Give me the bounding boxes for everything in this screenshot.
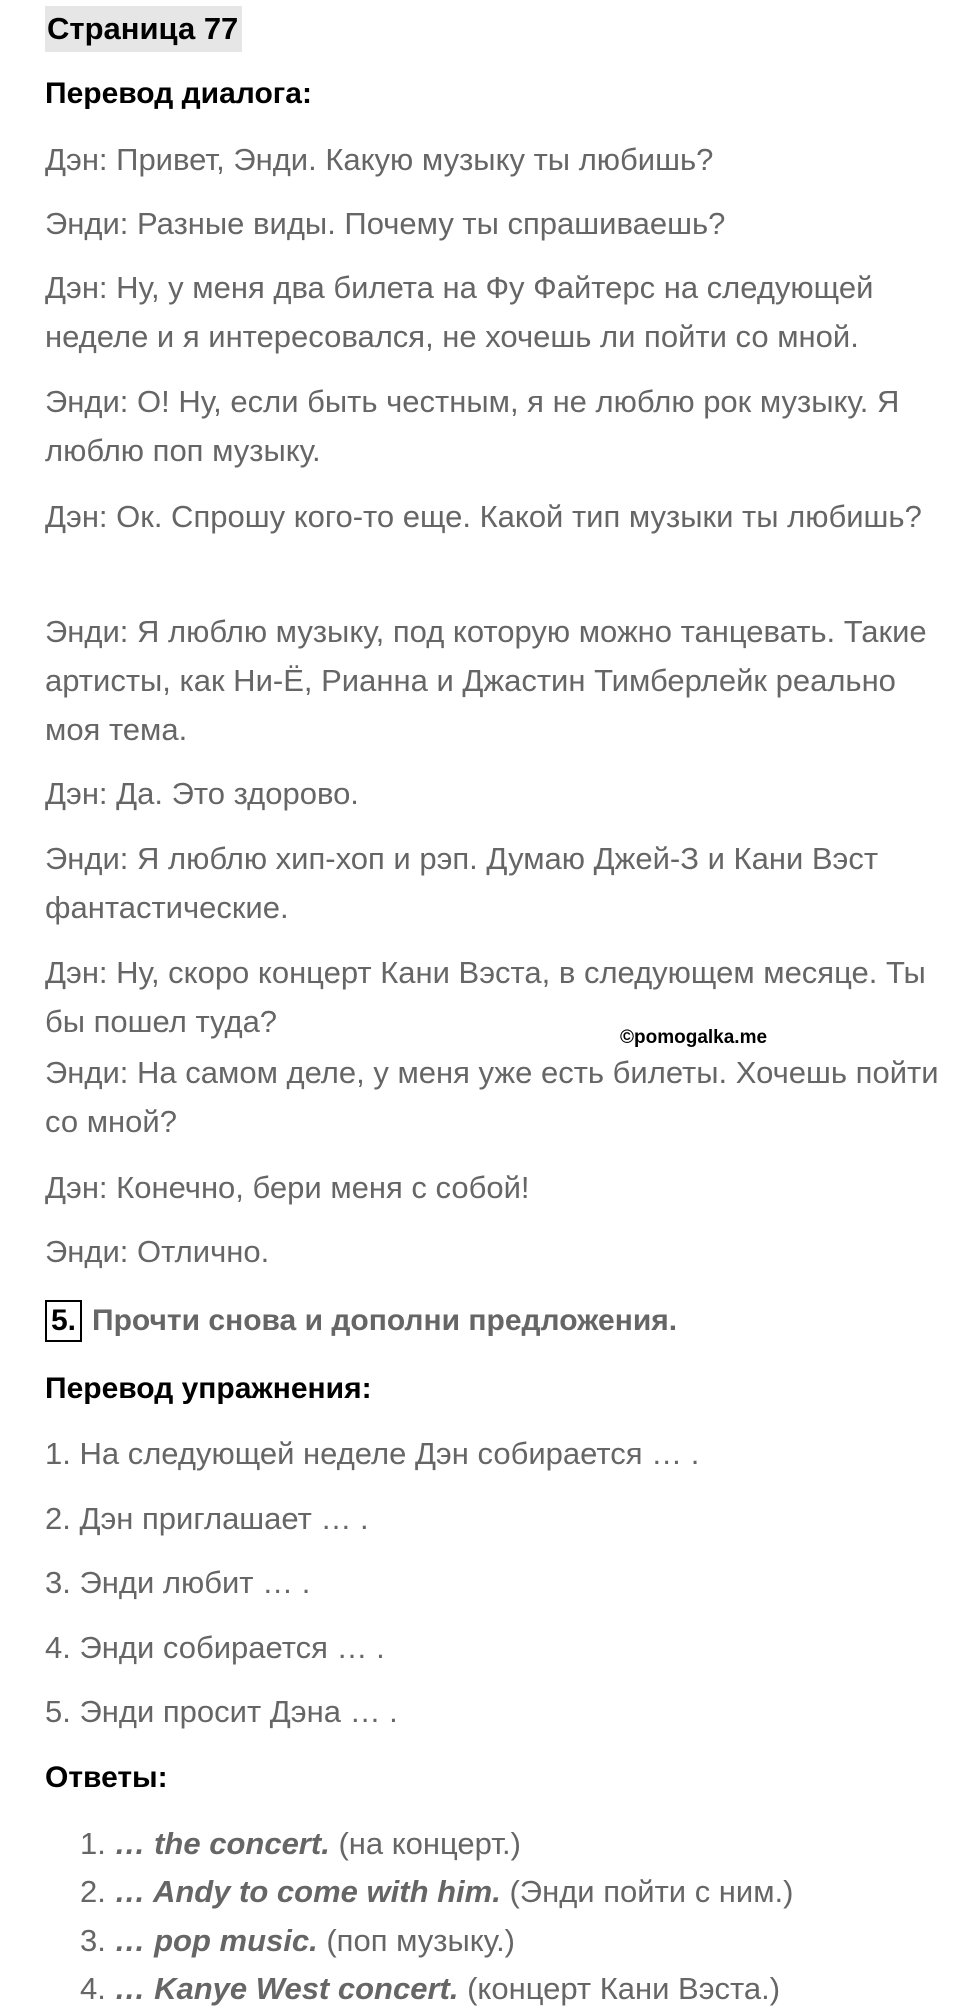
answer-number: 3. bbox=[80, 1923, 106, 1958]
dialog-line: Энди: О! Ну, если быть честным, я не люблю рок музыку. Я люблю поп музыку. bbox=[45, 384, 900, 468]
answer-number: 1. bbox=[80, 1826, 106, 1861]
answer-russian: (Энди пойти с ним.) bbox=[509, 1874, 794, 1909]
dialog-line: Энди: Отлично. bbox=[45, 1234, 270, 1269]
answer-item bbox=[80, 1964, 780, 2013]
answer-english: … the concert. bbox=[114, 1826, 330, 1861]
dialog-line: Дэн: Ну, у меня два билета на Фу Файтерс на следующей неделе и я интересовался, не хочешь ли пойти со мной. bbox=[45, 270, 874, 354]
answer-english: … Kanye West concert. bbox=[114, 1971, 459, 2006]
exercise-item: 3. Энди любит … . bbox=[45, 1565, 311, 1600]
page-title: Страница 77 bbox=[45, 6, 242, 52]
dialog-line: Энди: Я люблю хип-хоп и рэп. Думаю Джей-З и Кани Вэст фантастические. bbox=[45, 841, 879, 925]
dialog-line: Энди: Я люблю музыку, под которую можно танцевать. Такие артисты, как Ни-Ё, Рианна и Джастин Тимберлейк реально моя тема. bbox=[45, 614, 927, 747]
exercise-item: 5. Энди просит Дэна … . bbox=[45, 1694, 398, 1729]
dialog-line: Дэн: Привет, Энди. Какую музыку ты любишь? bbox=[45, 142, 714, 177]
answer-english: … Andy to come with him. bbox=[114, 1874, 501, 1909]
task-instruction: Прочти снова и дополни предложения. bbox=[92, 1304, 678, 1337]
dialog-line: Энди: На самом деле, у меня уже есть билеты. Хочешь пойти со мной? bbox=[45, 1055, 939, 1139]
answer-item bbox=[80, 1916, 515, 1965]
dialog-line: Дэн: Да. Это здорово. bbox=[45, 776, 359, 811]
dialog-line: Энди: Разные виды. Почему ты спрашиваешь? bbox=[45, 206, 726, 241]
answer-item bbox=[80, 1867, 794, 1916]
answer-english: … pop music. bbox=[114, 1923, 318, 1958]
answers-heading: Ответы: bbox=[45, 1761, 168, 1794]
exercise-item: 1. На следующей неделе Дэн собирается … . bbox=[45, 1436, 700, 1471]
answer-item bbox=[80, 1819, 521, 1868]
dialog-line: Дэн: Ок. Спрошу кого-то еще. Какой тип музыки ты любишь? bbox=[45, 499, 922, 534]
exercise-heading: Перевод упражнения: bbox=[45, 1372, 372, 1405]
dialog-line: Дэн: Конечно, бери меня с собой! bbox=[45, 1170, 530, 1205]
exercise-item: 2. Дэн приглашает … . bbox=[45, 1501, 369, 1536]
answer-number: 2. bbox=[80, 1874, 106, 1909]
task-number: 5. bbox=[45, 1300, 82, 1342]
answer-russian: (концерт Кани Вэста.) bbox=[467, 1971, 781, 2006]
watermark: ©pomogalka.me bbox=[620, 1027, 768, 1048]
exercise-item: 4. Энди собирается … . bbox=[45, 1630, 385, 1665]
answer-russian: (на концерт.) bbox=[338, 1826, 521, 1861]
answer-number: 4. bbox=[80, 1971, 106, 2006]
task-5 bbox=[45, 1300, 677, 1342]
answer-russian: (поп музыку.) bbox=[326, 1923, 516, 1958]
dialog-line: Дэн: Ну, скоро концерт Кани Вэста, в следующем месяце. Ты бы пошел туда? bbox=[45, 955, 926, 1039]
dialog-heading: Перевод диалога: bbox=[45, 77, 312, 110]
